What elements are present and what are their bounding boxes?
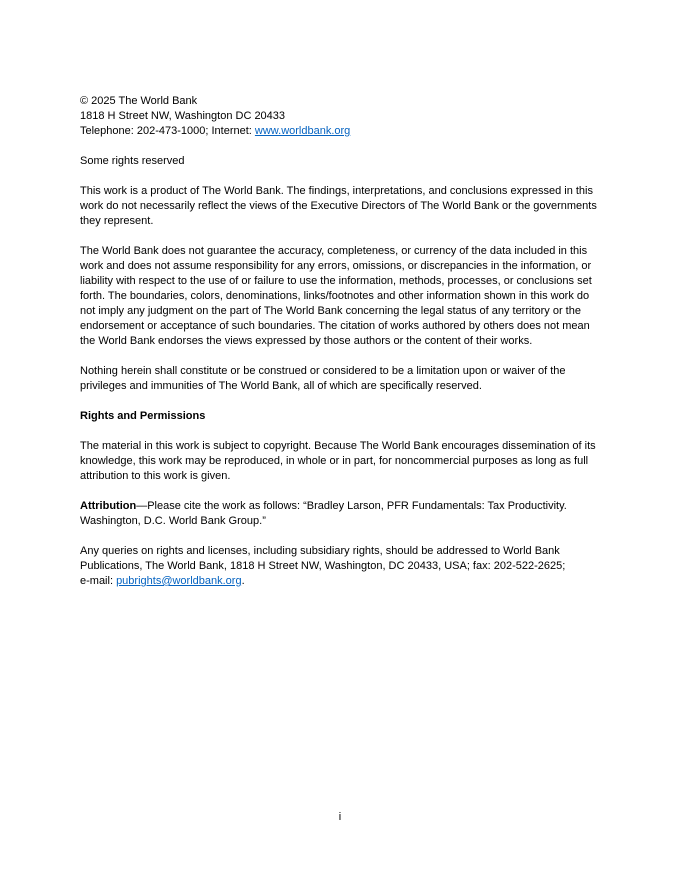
email-link[interactable]: pubrights@worldbank.org [116,575,242,587]
queries-text: Any queries on rights and licenses, including subsidiary rights, should be addressed to World Bank Publications, The World Bank, 1818 H Street NW, Washington, DC 20433, USA; fax: 202-522-2625; [80,545,566,572]
document-page [80,94,602,604]
rights-permissions-heading: Rights and Permissions [80,410,206,422]
telephone-text: Telephone: 202-473-1000; Internet: [80,125,255,137]
attribution-text: —Please cite the work as follows: “Bradley Larson, PFR Fundamentals: Tax Productivity. Washington, D.C. World Bank Group.” [80,500,567,527]
queries-paragraph [80,544,602,589]
attribution-label: Attribution [80,500,137,512]
rights-reserved-text: Some rights reserved [80,155,185,167]
copyright-line: © 2025 The World Bank [80,95,198,107]
copyright-block [80,94,602,139]
attribution-paragraph [80,499,602,529]
rights-permissions-text: The material in this work is subject to copyright. Because The World Bank encourages dissemination of its knowledge, this work may be reproduced, in whole or in part, for noncommercial purposes as long as full attribution to this work is given. [80,440,596,482]
address-line: 1818 H Street NW, Washington DC 20433 [80,110,286,122]
contact-line [80,124,602,139]
email-prefix: e-mail: [80,575,117,587]
disclaimer-paragraph-3: Nothing herein shall constitute or be construed or considered to be a limitation upon or waiver of the privileges and immunities of The World Bank, all of which are specifically reserved. [80,365,566,392]
disclaimer-paragraph-2: The World Bank does not guarantee the accuracy, completeness, or currency of the data included in this work and does not assume responsibility for any errors, omissions, or discrepancies in the information, or liability with respect to the use of or failure to use the information, methods, processes, or conclusions set forth. The boundaries, colors, denominations, links/footnotes and other information shown in this work do not imply any judgment on the part of The World Bank concerning the legal status of any territory or the endorsement or acceptance of such boundaries. The citation of works authored by others does not mean the World Bank endorses the views expressed by those authors or the content of their works. [80,245,592,347]
email-suffix: . [241,575,245,587]
website-link[interactable]: www.worldbank.org [254,125,351,137]
disclaimer-paragraph-1: This work is a product of The World Bank. The findings, interpretations, and conclusions expressed in this work do not necessarily reflect the views of the Executive Directors of The World Bank or the governments they represent. [80,185,597,227]
page-number: i [338,811,342,823]
